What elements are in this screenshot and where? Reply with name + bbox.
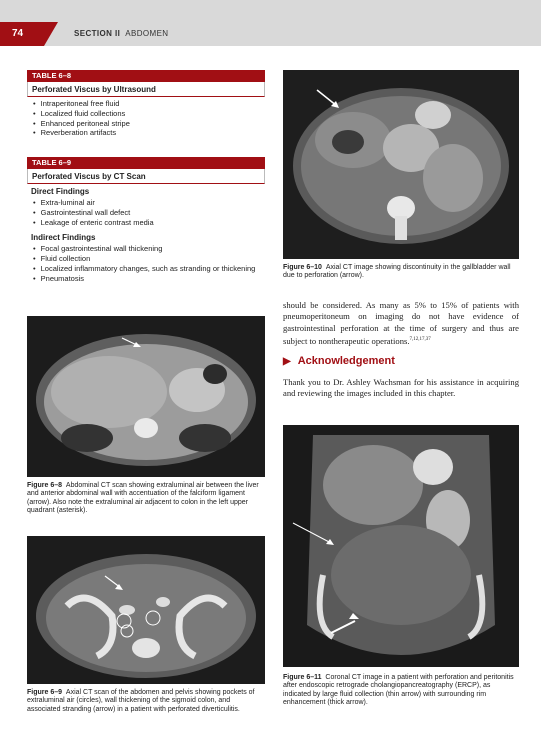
- paragraph-text: should be considered. As many as 5% to 15% of patients with pneumoperitoneum on imaging do not have evidence of gastrointestinal perforation at the time of surgery and thus are subject to nontherapeutic operations.: [283, 300, 519, 346]
- table-label: TABLE 6–9: [27, 157, 265, 169]
- acknowledgement-text: Thank you to Dr. Ashley Wachsman for his assistance in acquiring and reviewing the images included in this chapter.: [283, 377, 519, 399]
- figure-label: Figure 6–9: [27, 689, 63, 696]
- table-6-8: [27, 70, 265, 138]
- list-item: • Focal gastrointestinal wall thickening: [33, 244, 265, 254]
- ct-axial-pelvis-image: [27, 536, 265, 684]
- direct-findings-heading: Direct Findings: [31, 187, 90, 196]
- table-label: TABLE 6–8: [27, 70, 265, 82]
- figure-text: Coronal CT image in a patient with perforation and peritonitis after endoscopic retrograde cholangiopancreatography (ERCP), as indicated by large fluid collection (thin arrow) with surrounding rim enhancement (thick arrow).: [283, 674, 514, 707]
- list-item: • Enhanced peritoneal stripe: [33, 119, 265, 129]
- list-item: • Gastrointestinal wall defect: [33, 208, 265, 218]
- figure-6-8-image: [27, 316, 265, 477]
- figure-6-10-image: [283, 70, 519, 259]
- section-label: SECTION II: [74, 29, 121, 38]
- page-header: [0, 0, 541, 46]
- direct-findings-list: [27, 198, 265, 227]
- page-number: 74: [12, 28, 24, 39]
- figure-6-8-caption: [27, 482, 265, 516]
- figure-6-9-image: [27, 536, 265, 684]
- figure-text: Axial CT image showing discontinuity in the gallbladder wall due to perforation (arrow).: [283, 264, 511, 280]
- figure-label: Figure 6–11: [283, 674, 322, 681]
- table-title: Perforated Viscus by CT Scan: [27, 169, 265, 184]
- body-paragraph: [283, 300, 519, 347]
- figure-6-10-caption: [283, 264, 519, 281]
- list-item: • Leakage of enteric contrast media: [33, 218, 265, 228]
- figure-text: Axial CT scan of the abdomen and pelvis showing pockets of extraluminal air (circles), wall thickening of the sigmoid colon, and associated stranding (arrow) in a patient with perforated diverticulitis.: [27, 689, 255, 713]
- figure-label: Figure 6–10: [283, 264, 322, 271]
- section-title: [74, 29, 168, 38]
- list-item: • Reverberation artifacts: [33, 128, 265, 138]
- figure-text: Abdominal CT scan showing extraluminal air between the liver and anterior abdominal wall with accentuation of the falciform ligament (arrow). Also note the extraluminal air adjacent to colon in the left upper quadrant (asterisk).: [27, 482, 259, 515]
- section-name: ABDOMEN: [125, 29, 169, 38]
- figure-label: Figure 6–8: [27, 482, 63, 489]
- ct-coronal-image: [283, 425, 519, 667]
- table-6-9: [27, 157, 265, 284]
- ct-axial-liver-image: [27, 316, 265, 477]
- triangle-bullet-icon: ▶: [283, 356, 291, 367]
- list-item: • Intraperitoneal free fluid: [33, 99, 265, 109]
- figure-6-11-image: [283, 425, 519, 667]
- list-item: • Fluid collection: [33, 254, 265, 264]
- figure-6-11-caption: [283, 674, 519, 708]
- list-item: • Localized inflammatory changes, such as stranding or thickening: [33, 264, 265, 274]
- indirect-findings-heading: Indirect Findings: [31, 233, 96, 243]
- paragraph-refs: 7,12,17,37: [409, 336, 431, 342]
- list-item: • Extra-luminal air: [33, 198, 265, 208]
- acknowledgement-title: Acknowledgement: [297, 355, 395, 367]
- list-item: • Pneumatosis: [33, 274, 265, 284]
- acknowledgement-heading: [283, 355, 395, 367]
- figure-6-9-caption: [27, 689, 265, 714]
- list-item: • Localized fluid collections: [33, 109, 265, 119]
- table-list: [27, 99, 265, 138]
- ct-axial-gallbladder-image: [283, 70, 519, 259]
- table-title: Perforated Viscus by Ultrasound: [27, 82, 265, 97]
- indirect-findings-list: [27, 244, 265, 283]
